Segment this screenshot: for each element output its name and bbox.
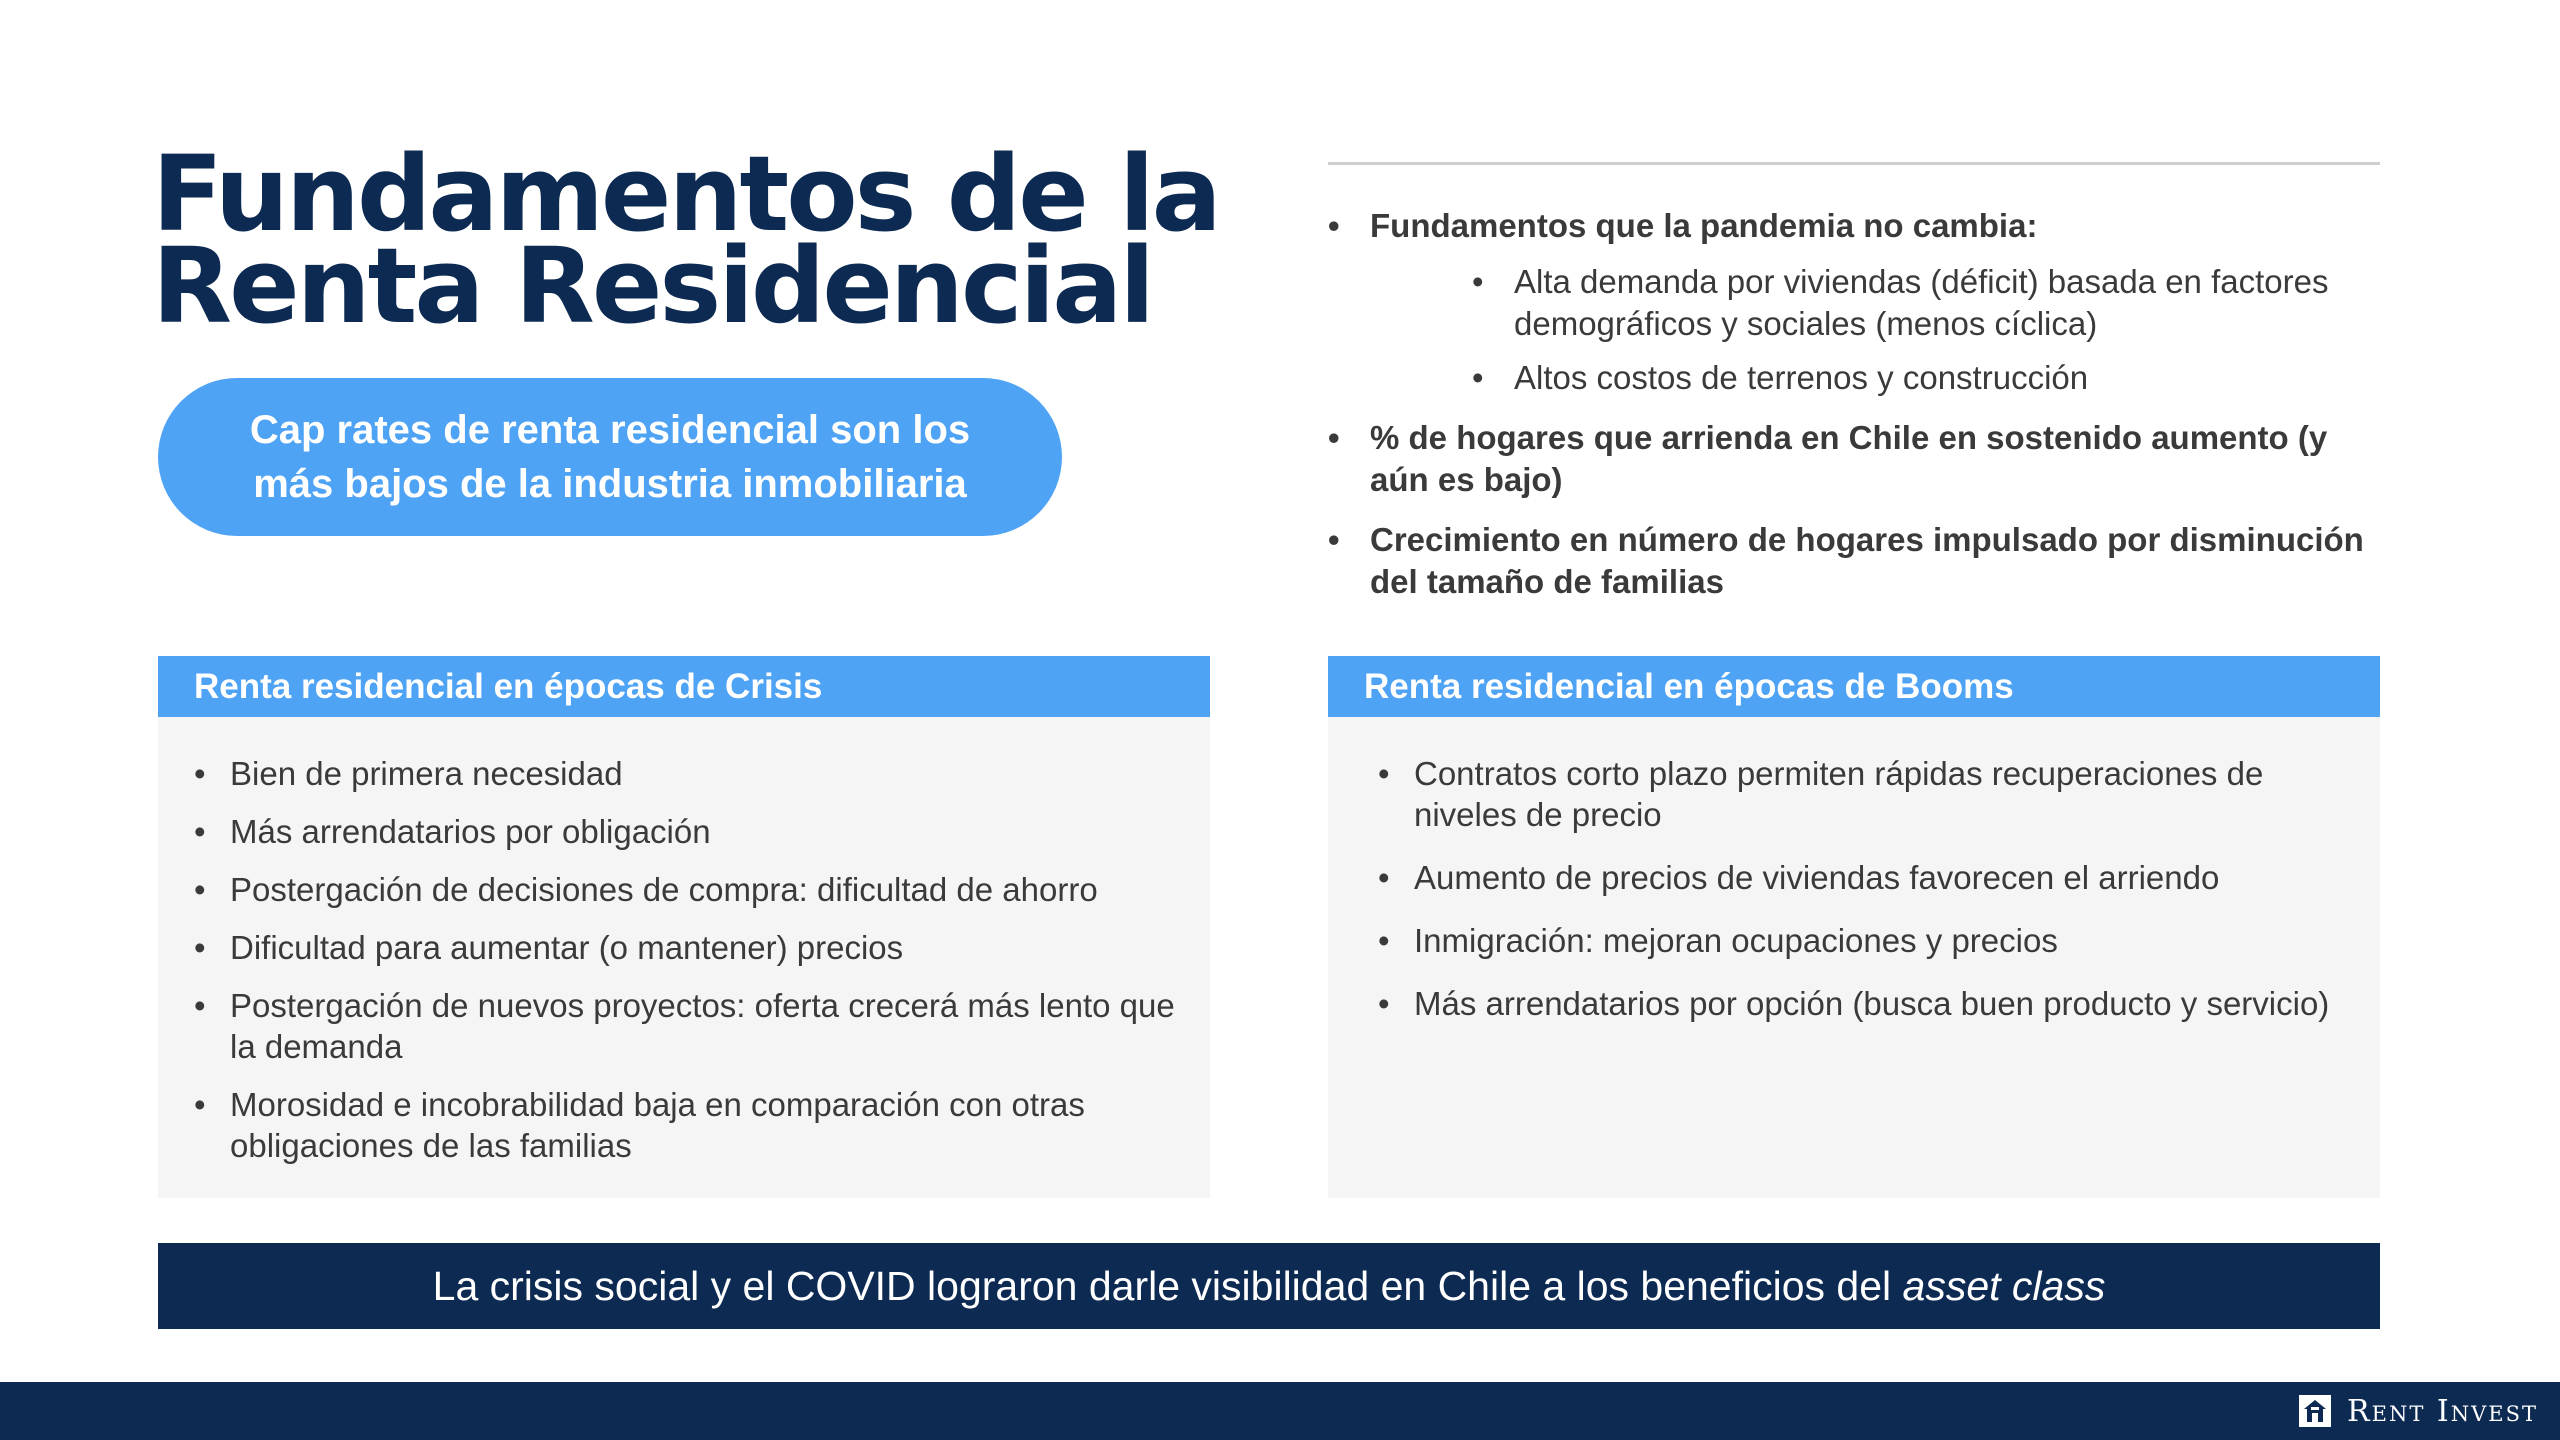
- top-divider: [1328, 162, 2380, 165]
- brand-name: Rent Invest: [2347, 1393, 2538, 1429]
- cap-rates-callout-text: Cap rates de renta residencial son los más bajos de la industria inmobiliaria: [249, 408, 971, 506]
- conclusion-emphasis: asset class: [1902, 1262, 2106, 1309]
- list-item: • % de hogares que arrienda en Chile en sostenido aumento (y aún es bajo): [1328, 417, 2380, 501]
- list-item: [1328, 205, 2380, 399]
- list-item: • Más arrendatarios por obligación: [194, 811, 1190, 852]
- booms-panel-header: Renta residencial en épocas de Booms: [1328, 656, 2380, 717]
- list-item: • Aumento de precios de viviendas favorecen el arriendo: [1378, 857, 2340, 898]
- page-title: Fundamentos de la Renta Residencial: [152, 133, 1219, 347]
- footer-bar: [0, 1382, 2560, 1440]
- conclusion-main: La crisis social y el COVID lograron darle visibilidad en Chile a los beneficios del: [432, 1262, 1903, 1309]
- house-icon: [2299, 1395, 2331, 1427]
- conclusion-banner: [158, 1243, 2380, 1329]
- brand-logo: [2299, 1394, 2538, 1428]
- crisis-panel-header: Renta residencial en épocas de Crisis: [158, 656, 1210, 717]
- list-item: • Más arrendatarios por opción (busca buen producto y servicio): [1378, 983, 2340, 1024]
- fundamentals-heading: Fundamentos que la pandemia no cambia:: [1370, 207, 2038, 244]
- list-item: • Dificultad para aumentar (o mantener) precios: [194, 927, 1190, 968]
- list-item: • Bien de primera necesidad: [194, 753, 1190, 794]
- list-item: • Alta demanda por viviendas (déficit) basada en factores demográficos y sociales (menos cíclica): [1472, 261, 2380, 345]
- crisis-list: [158, 717, 1210, 1166]
- conclusion-text: [433, 1263, 2106, 1310]
- list-item: • Postergación de decisiones de compra: dificultad de ahorro: [194, 869, 1190, 910]
- booms-list: [1328, 717, 2380, 1024]
- list-item: • Crecimiento en número de hogares impulsado por disminución del tamaño de familias: [1328, 519, 2380, 603]
- list-item: • Postergación de nuevos proyectos: oferta crecerá más lento que la demanda: [194, 985, 1190, 1067]
- list-item: • Altos costos de terrenos y construcción: [1472, 357, 2380, 399]
- fundamentals-list: [1328, 205, 2380, 621]
- list-item: • Inmigración: mejoran ocupaciones y precios: [1378, 920, 2340, 961]
- cap-rates-callout: [158, 378, 1062, 536]
- list-item: • Contratos corto plazo permiten rápidas recuperaciones de niveles de precio: [1378, 753, 2340, 835]
- list-item: • Morosidad e incobrabilidad baja en comparación con otras obligaciones de las familias: [194, 1084, 1190, 1166]
- fundamentals-sublist: [1370, 261, 2380, 399]
- booms-panel: [1328, 656, 2380, 1198]
- crisis-panel: [158, 656, 1210, 1198]
